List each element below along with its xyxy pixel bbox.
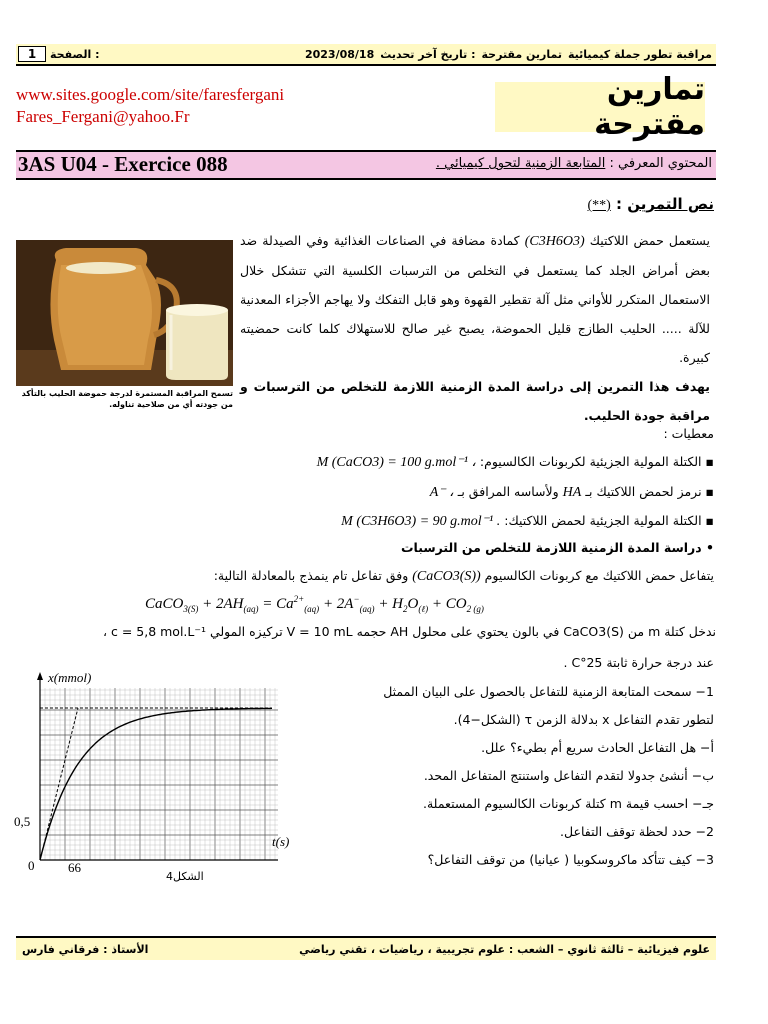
origin-label: 0	[28, 858, 35, 873]
part1-intro	[214, 568, 714, 585]
given-3-text: الكتلة المولية الجزيئية لحمض اللاكتيك:	[504, 513, 702, 528]
given-1-text: الكتلة المولية الجزيئية لكربونات الكالسيوم:	[479, 454, 702, 469]
milk-photo	[16, 240, 233, 386]
footer-subject: علوم فيزيائية – ثالثة ثانوي – الشعب : علوم تجريبية ، رياضيات ، تقني رياضي	[299, 942, 710, 956]
question-c: جـ− احسب قيمة m كتلة كربونات الكالسيوم المستعملة.	[423, 796, 714, 811]
header-strip	[16, 44, 716, 66]
part1-title-text: دراسة المدة الزمنية اللازمة للتخلص من الترسبات	[400, 540, 702, 555]
part1-title: • دراسة المدة الزمنية اللازمة للتخلص من الترسبات	[400, 540, 714, 555]
question-a: أ− هل التفاعل الحادث سريع أم بطيء؟ علل.	[481, 740, 714, 755]
question-b: ب− أنشئ جدولا لتقدم التفاعل واستنتج المتفاعل المحد.	[423, 768, 714, 783]
part1-intro-b: وفق تفاعل تام ينمذج بالمعادلة التالية:	[213, 568, 409, 583]
part1-line2: عند درجة حرارة ثابتة 25°C .	[563, 655, 714, 670]
photo-caption: تسمح المراقبة المستمرة لدرجة حموضة الحليب بالتأكد من جودته أي من صلاحية تناوله.	[21, 389, 233, 409]
given-2-text-a: نرمز لحمض اللاكتيك بـ	[585, 484, 702, 499]
main-title: تمارين مقترحة	[495, 82, 705, 132]
given-1-math: M (CaCO3) = 100 g.mol⁻¹ ،	[316, 455, 476, 470]
given-2: ▪ نرمز لحمض اللاكتيك بـ HA ولأساسه المرافق بـ A⁻ ،	[429, 484, 714, 500]
graph-grid	[40, 688, 278, 860]
y-tick-label: 0,5	[14, 814, 31, 829]
part1-intro-a: يتفاعل حمض اللاكتيك مع كربونات الكالسيوم	[484, 568, 714, 583]
intro-text-b: كمادة مضافة في الصناعات الغذائية وفي الصيدلة ضد بعض أمراض الجلد كما يستعمل في التخلص من الترسبات الكلسية التي تتشكل خلال الاستعمال المتكرر للأواني مثل آلة تقطير القهوة وهو قابل التفكك ولا يهاجم الأجزاء المعدنية للآلة ..... الحليب الطازج قليل الحموضة، يصبح غير صالح للاستهلاك كلما كانت حمضيته كبيرة.	[240, 233, 710, 365]
intro-text-a: يستعمل حمض اللاكتيك	[589, 233, 710, 248]
contact-block	[16, 84, 284, 128]
question-1a: 1− سمحت المتابعة الزمنية للتفاعل بالحصول على البيان الممثل	[383, 684, 714, 699]
footer-strip	[16, 936, 716, 960]
reaction-equation: CaCO$_{3(S)}$ + $2AH_{(aq)} = Ca^{2+}_{(aq)} + 2A^-_{(aq)} + H_2O_{(\ell)} + CO_{2 (g)}$	[145, 594, 484, 614]
question-1b: لتطور تقدم التفاعل x بدلالة الزمن τ (الشكل−4).	[453, 712, 714, 727]
footer-author: الأستاذ : فرقاني فارس	[22, 942, 149, 956]
given-2-a-minus: A⁻ ،	[429, 485, 454, 500]
page-indicator	[16, 46, 100, 62]
header-info	[305, 48, 716, 61]
content-value: المتابعة الزمنية لتحول كيميائي .	[435, 156, 606, 171]
x-axis-label: t(s)	[272, 834, 290, 849]
figure-label: الشكل4	[166, 870, 204, 883]
part1-line1: ندخل كتلة m من CaCO3(S) في بالون يحتوي على محلول AH حجمه V = 10 mL تركيزه المولي c = 5,8 mol.L⁻¹ ،	[102, 624, 716, 639]
x-tick-label: 66	[68, 860, 81, 875]
aim-text: يهدف هذا التمرين إلى دراسة المدة الزمنية اللازمة للتخلص من الترسبات و مراقبة جودة الحليب.	[240, 379, 710, 423]
series-title: مراقبة تطور جملة كيميائية	[568, 47, 712, 61]
header-section: تمارين مقترحة	[481, 47, 562, 61]
given-2-text-b: ولأساسه المرافق بـ	[457, 484, 559, 499]
figure-4-graph	[10, 668, 310, 892]
website-link[interactable]: www.sites.google.com/site/faresfergani	[16, 85, 285, 104]
statement-title: نص التمرين : (**)	[587, 195, 714, 213]
page-label: الصفحة :	[50, 47, 100, 61]
page-number: 1	[18, 46, 46, 62]
progress-curve-chart	[10, 668, 310, 888]
update-label: تاريخ آخر تحديث :	[380, 47, 476, 61]
difficulty: (**)	[587, 198, 611, 213]
part1-intro-formula: (CaCO3(S))	[412, 569, 481, 584]
update-date: 2023/08/18	[304, 47, 375, 61]
question-3: 3− كيف تتأكد ماكروسكوبيا ( عيانيا) من توقف التفاعل؟	[427, 852, 714, 867]
progress-curve	[40, 708, 272, 860]
given-2-ha: HA	[562, 485, 582, 500]
y-axis-arrow-icon	[37, 672, 43, 680]
exercise-code: 3AS U04 - Exercice 088	[18, 152, 228, 176]
given-3: ▪ الكتلة المولية الجزيئية لحمض اللاكتيك: M (C3H6O3) = 90 g.mol⁻¹ .	[341, 513, 714, 529]
lactic-acid-formula: (C3H6O3)	[524, 234, 585, 249]
intro-paragraph	[240, 226, 710, 430]
content-label: المحتوي المعرفي :	[609, 156, 712, 171]
milk-jug-image-icon	[16, 240, 233, 386]
exercise-content	[436, 151, 712, 177]
given-1: ▪ الكتلة المولية الجزيئية لكربونات الكالسيوم: M (CaCO3) = 100 g.mol⁻¹ ،	[316, 454, 714, 470]
y-axis-label: x(mmol)	[48, 670, 92, 685]
givens-label: معطيات :	[663, 426, 714, 441]
given-3-math: M (C3H6O3) = 90 g.mol⁻¹ .	[341, 514, 501, 529]
statement-title-text: نص التمرين	[627, 195, 714, 213]
email-link[interactable]: Fares_Fergani@yahoo.Fr	[16, 107, 190, 126]
question-2: 2− حدد لحظة توقف التفاعل.	[560, 824, 714, 839]
